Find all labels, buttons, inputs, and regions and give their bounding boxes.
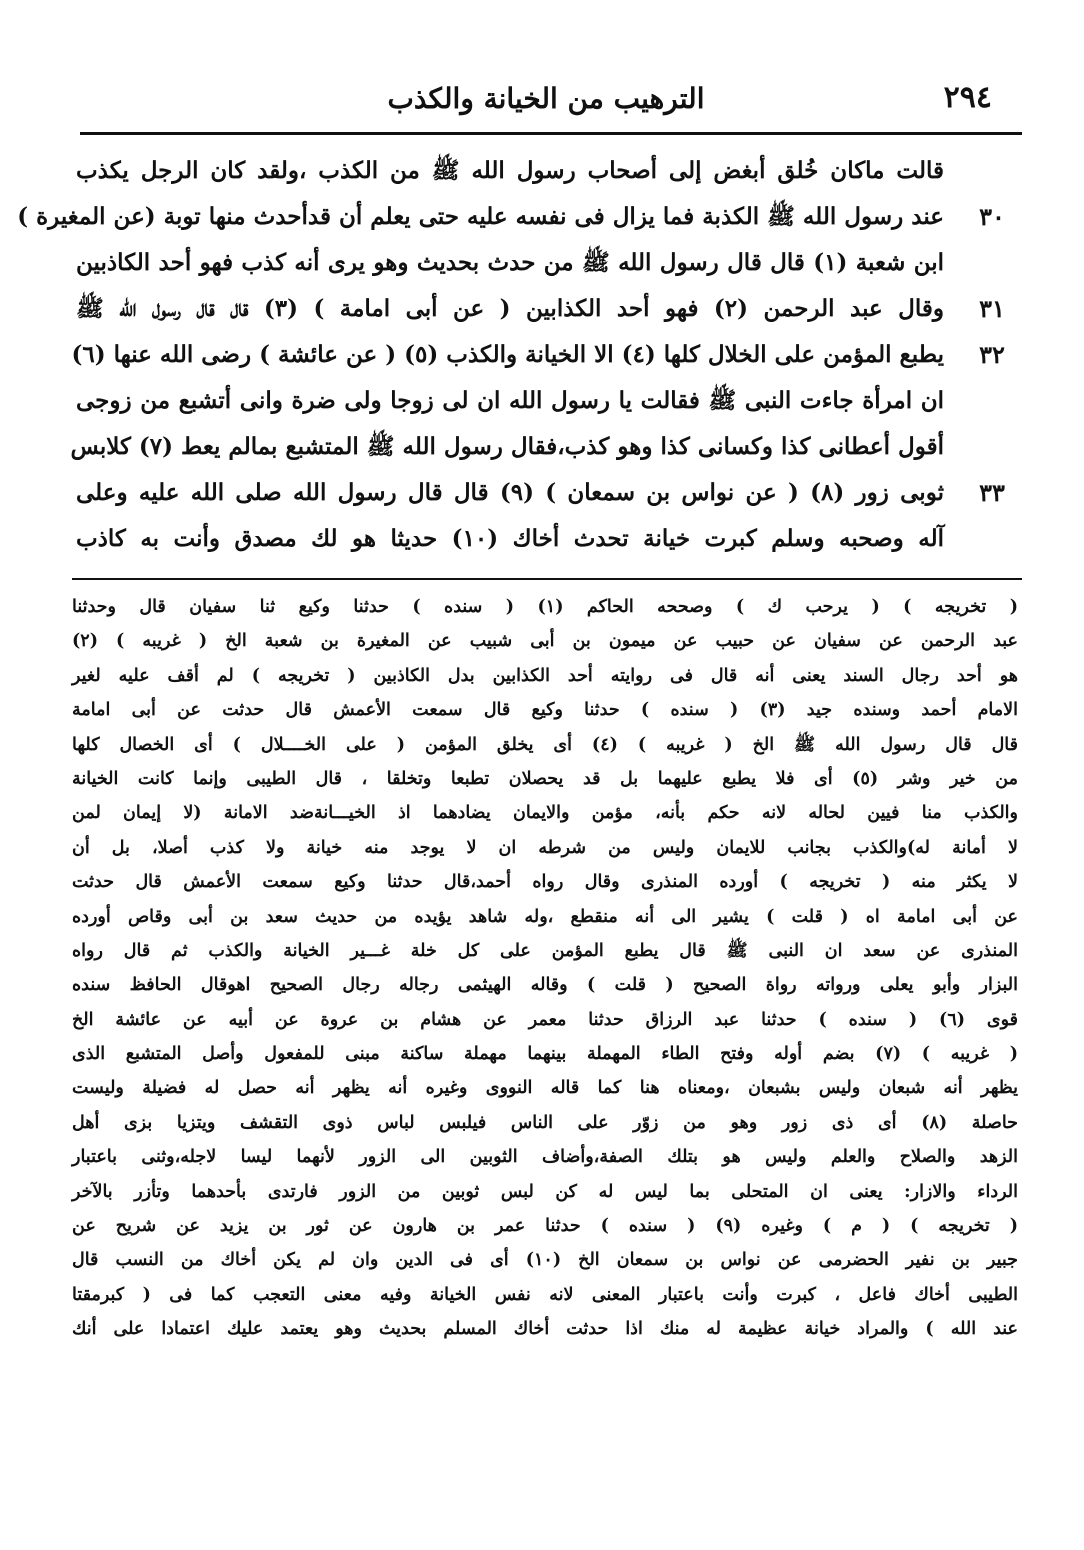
- hadith-number: ٣٣: [979, 478, 1005, 507]
- main-text-line-content: أقول أعطانى كذا وكسانى كذا وهو كذب،فقال رسول الله ﷺ المتشبع بمالم يعط (٧) كلابس: [70, 433, 944, 460]
- footnote-rule: [72, 578, 1022, 580]
- footnote-line: عند الله ) والمراد خيانة عظيمة له منك اذا حدثت أخاك المسلم بحديث وهو يعتمد عليك اعتمادا على أنك: [72, 1319, 1018, 1340]
- footnote-line: ( تخريجه ) ( يرحب ك ) وصححه الحاكم (١) ( سنده ) حدثنا وكيع ثنا سفيان قال وحدثنا: [72, 597, 1018, 617]
- footnote-line: جبير بن نفير الحضرمى عن نواس بن سمعان الخ (١٠) أى فى الدين وان لم يكن أخاك من النسب قال: [72, 1250, 1018, 1271]
- footnote-line: الامام أحمد وسنده جيد (٣) ( سنده ) حدثنا وكيع قال سمعت الأعمش قال حدثت عن أبى امامة: [72, 700, 1018, 721]
- main-text-line: [17, 194, 944, 240]
- footnote-line: قوى (٦) ( سنده ) حدثنا عبد الرزاق حدثنا معمر عن هشام بن عروة عن أبيه عن عائشة الخ: [72, 1009, 1018, 1030]
- header-rule: [80, 132, 1022, 135]
- footnote-line: والكذب منا فيين لحاله لانه حكم بأنه، مؤمن والايمان يضادهما اذ الخيـــانةضد الامانة (لا إيمان لمن: [72, 803, 1018, 824]
- main-text-line: [71, 332, 944, 378]
- footnote-line: البزار وأبو يعلى ورواته رواة الصحيح ( قلت ) وقاله الهيثمى رجاله رجال الصحيح اهوقال الحافظ سنده: [72, 975, 1018, 996]
- page-number: ٢٩٤: [943, 80, 992, 115]
- main-text-line-content: ثوبى زور (٨) ( عن نواس بن سمعان ) (٩) قال قال رسول الله صلى الله عليه وعلى: [76, 479, 944, 506]
- footnote-line: الرداء والازار: يعنى ان المتحلى بما ليس له كن لبس ثوبين من الزور فارتدى بأحدهما وتأزر بالآخر: [72, 1181, 1018, 1202]
- footnote-line: ( تخريجه ) ( م ) وغيره (٩) ( سنده ) حدثنا عمر بن هارون عن ثور بن يزيد عن شريح عن: [72, 1216, 1018, 1237]
- footnotes: [72, 590, 1018, 1347]
- main-text-line: [76, 240, 944, 286]
- running-title: الترهيب من الخيانة والكذب: [387, 82, 705, 115]
- footnote-line: الطيبى أخاك فاعل ، كبرت وأنت باعتبار المعنى لانه نفس الخيانة وفيه معنى التعجب كما فى ( كبرمقتا: [72, 1284, 1018, 1305]
- main-text-line: [76, 286, 944, 332]
- main-text-line-content: قالت ماكان خُلق أبغض إلى أصحاب رسول الله ﷺ من الكذب ،ولقد كان الرجل يكذب: [76, 157, 944, 184]
- main-text-line-content: يطبع المؤمن على الخلال كلها (٤) الا الخيانة والكذب (٥) ( عن عائشة ) رضى الله عنها (٦): [71, 341, 944, 368]
- main-text-line: [70, 424, 944, 470]
- footnote-line: هو أحد رجال السند يعنى أنه قال فى روايته أحد الكذابين بدل الكاذبين ( تخريجه ) لم أقف عليه لغير: [72, 665, 1018, 686]
- footnote-line: عن أبى امامة اه ( قلت ) يشير الى أنه منقطع ،وله شاهد يؤيده من حديث سعد بن أبى وقاص أورده: [72, 906, 1018, 927]
- main-text-line-content: وقال عبد الرحمن (٢) فهو أحد الكذابين ( عن أبى امامة ) (٣) قال قال رسول الله ﷺ: [76, 295, 944, 322]
- footnote-line: قال قال رسول الله ﷺ الخ ( غريبه ) (٤) أى يخلق المؤمن ( على الخــــلال ) أى الخصال كلها: [72, 734, 1018, 755]
- main-text-line-content: ان امرأة جاءت النبى ﷺ فقالت يا رسول الله ان لى زوجا ولى ضرة وانى أتشبع من زوجى: [76, 387, 944, 414]
- footnote-line: من خير وشر (٥) أى فلا يطبع عليهما بل قد يحصلان تطبعا وتخلقا ، قال الطيبى وإنما كانت الخيانة: [72, 768, 1018, 789]
- main-text-line: [76, 470, 944, 516]
- main-text: [17, 148, 1005, 562]
- footnote-line: لا أمانة له)والكذب بجانب للايمان وليس من شرطه ان لا يوجد منه خيانة ولا كذب أصلا، بل أن: [72, 837, 1018, 858]
- footnote-line: الزهد والصلاح والعلم وليس هو بتلك الصفة،وأضاف الثوبين الى الزور لأنهما ليسا لاجله،وثنى باعتبار: [72, 1147, 1018, 1168]
- footnote-line: حاصلة (٨) أى ذى زور وهو من زوّر على الناس فيلبس لباس ذوى التقشف ويتزيا بزى أهل: [72, 1112, 1018, 1133]
- main-text-line: [76, 378, 944, 424]
- footnote-line: لا يكثر منه ( تخريجه ) أورده المنذرى وقال رواه أحمد،قال حدثنا وكيع سمعت الأعمش قال حدثت: [72, 872, 1018, 893]
- footnote-line: ( غريبه ) (٧) بضم أوله وفتح الطاء المهملة بينهما مهملة ساكنة مبنى للمفعول وأصل المتشبع الذى: [72, 1044, 1018, 1065]
- hadith-number: ٣١: [979, 294, 1005, 323]
- footnote-line: المنذرى عن سعد ان النبى ﷺ قال يطبع المؤمن على كل خلة غـــير الخيانة والكذب ثم قال رواه: [72, 940, 1018, 961]
- main-text-line: [76, 516, 944, 562]
- main-text-line-content: ابن شعبة (١) قال قال رسول الله ﷺ من حدث بحديث وهو يرى أنه كذب فهو أحد الكاذبين: [76, 249, 944, 276]
- main-text-line: [76, 148, 944, 194]
- hadith-number: ٣٢: [979, 340, 1005, 369]
- footnote-line: عبد الرحمن عن سفيان عن حبيب عن ميمون بن أبى شبيب عن المغيرة بن شعبة الخ ( غريبه ) (٢): [72, 631, 1018, 652]
- page-header: [80, 78, 1012, 128]
- main-text-line-content: عند رسول الله ﷺ الكذبة فما يزال فى نفسه عليه حتى يعلم أن قدأحدث منها توبة (عن المغيرة ): [17, 203, 944, 230]
- main-text-line-content: آله وصحبه وسلم كبرت خيانة تحدث أخاك (١٠) حديثا هو لك مصدق وأنت به كاذب: [76, 525, 944, 552]
- hadith-number: ٣٠: [979, 202, 1005, 231]
- footnote-line: يظهر أنه شبعان وليس بشبعان ،ومعناه هنا كما قاله النووى وغيره أنه يظهر أنه حصل له فضيلة وليست: [72, 1078, 1018, 1099]
